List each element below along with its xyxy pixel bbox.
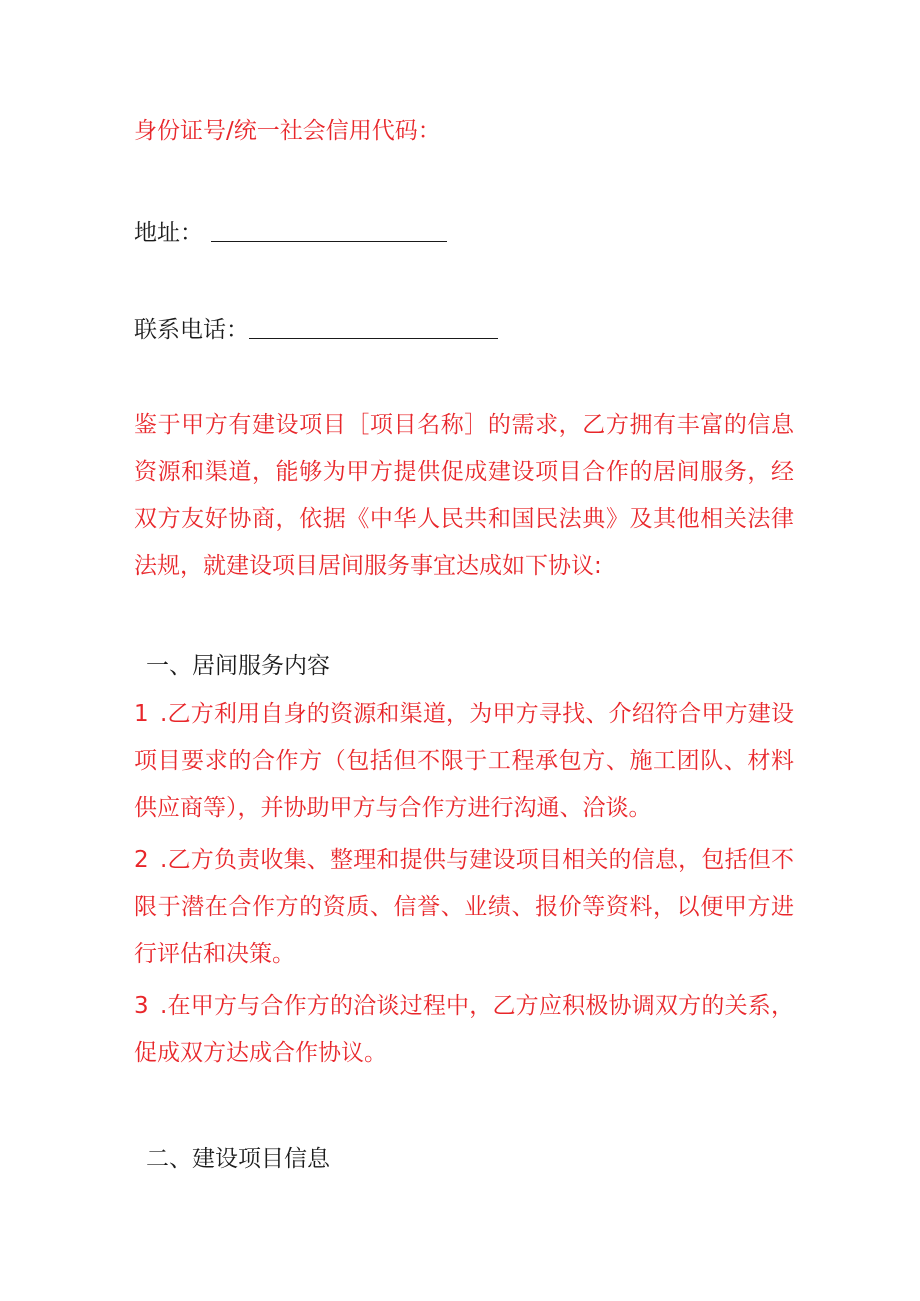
phone-label: 联系电话： xyxy=(134,317,249,343)
section-2-title: 二、建设项目信息 xyxy=(146,1146,330,1172)
item-text: .在甲方与合作方的洽谈过程中，乙方应积极协调双方的关系，促成双方达成合作协议。 xyxy=(134,993,794,1066)
address-blank-line[interactable] xyxy=(211,217,447,242)
address-label: 地址： xyxy=(134,220,203,246)
item-number: 2 xyxy=(134,847,149,873)
item-text: .乙方负责收集、整理和提供与建设项目相关的信息，包括但不限于潜在合作方的资质、信誉、业绩、报价等资料，以便甲方进行评估和决策。 xyxy=(134,847,794,967)
section-1-item-2 xyxy=(134,837,794,978)
item-number: 1 xyxy=(134,701,149,727)
phone-blank-line[interactable] xyxy=(249,314,498,339)
section-1-item-1 xyxy=(134,691,794,832)
address-field xyxy=(134,210,447,257)
phone-field xyxy=(134,307,498,354)
section-1-title: 一、居间服务内容 xyxy=(146,653,330,679)
item-number: 3 xyxy=(134,993,149,1019)
intro-paragraph: 鉴于甲方有建设项目［项目名称］的需求，乙方拥有丰富的信息资源和渠道，能够为甲方提供促成建设项目合作的居间服务，经双方友好协商，依据《中华人民共和国民法典》及其他相关法律法规，就建设项目居间服务事宜达成如下协议: xyxy=(134,412,794,579)
id-number-label: 身份证号/统一社会信用代码： xyxy=(134,118,441,144)
section-1-item-3 xyxy=(134,983,794,1077)
item-text: .乙方利用自身的资源和渠道，为甲方寻找、介绍符合甲方建设项目要求的合作方（包括但不限于工程承包方、施工团队、材料供应商等），并协助甲方与合作方进行沟通、洽谈。 xyxy=(134,701,794,821)
